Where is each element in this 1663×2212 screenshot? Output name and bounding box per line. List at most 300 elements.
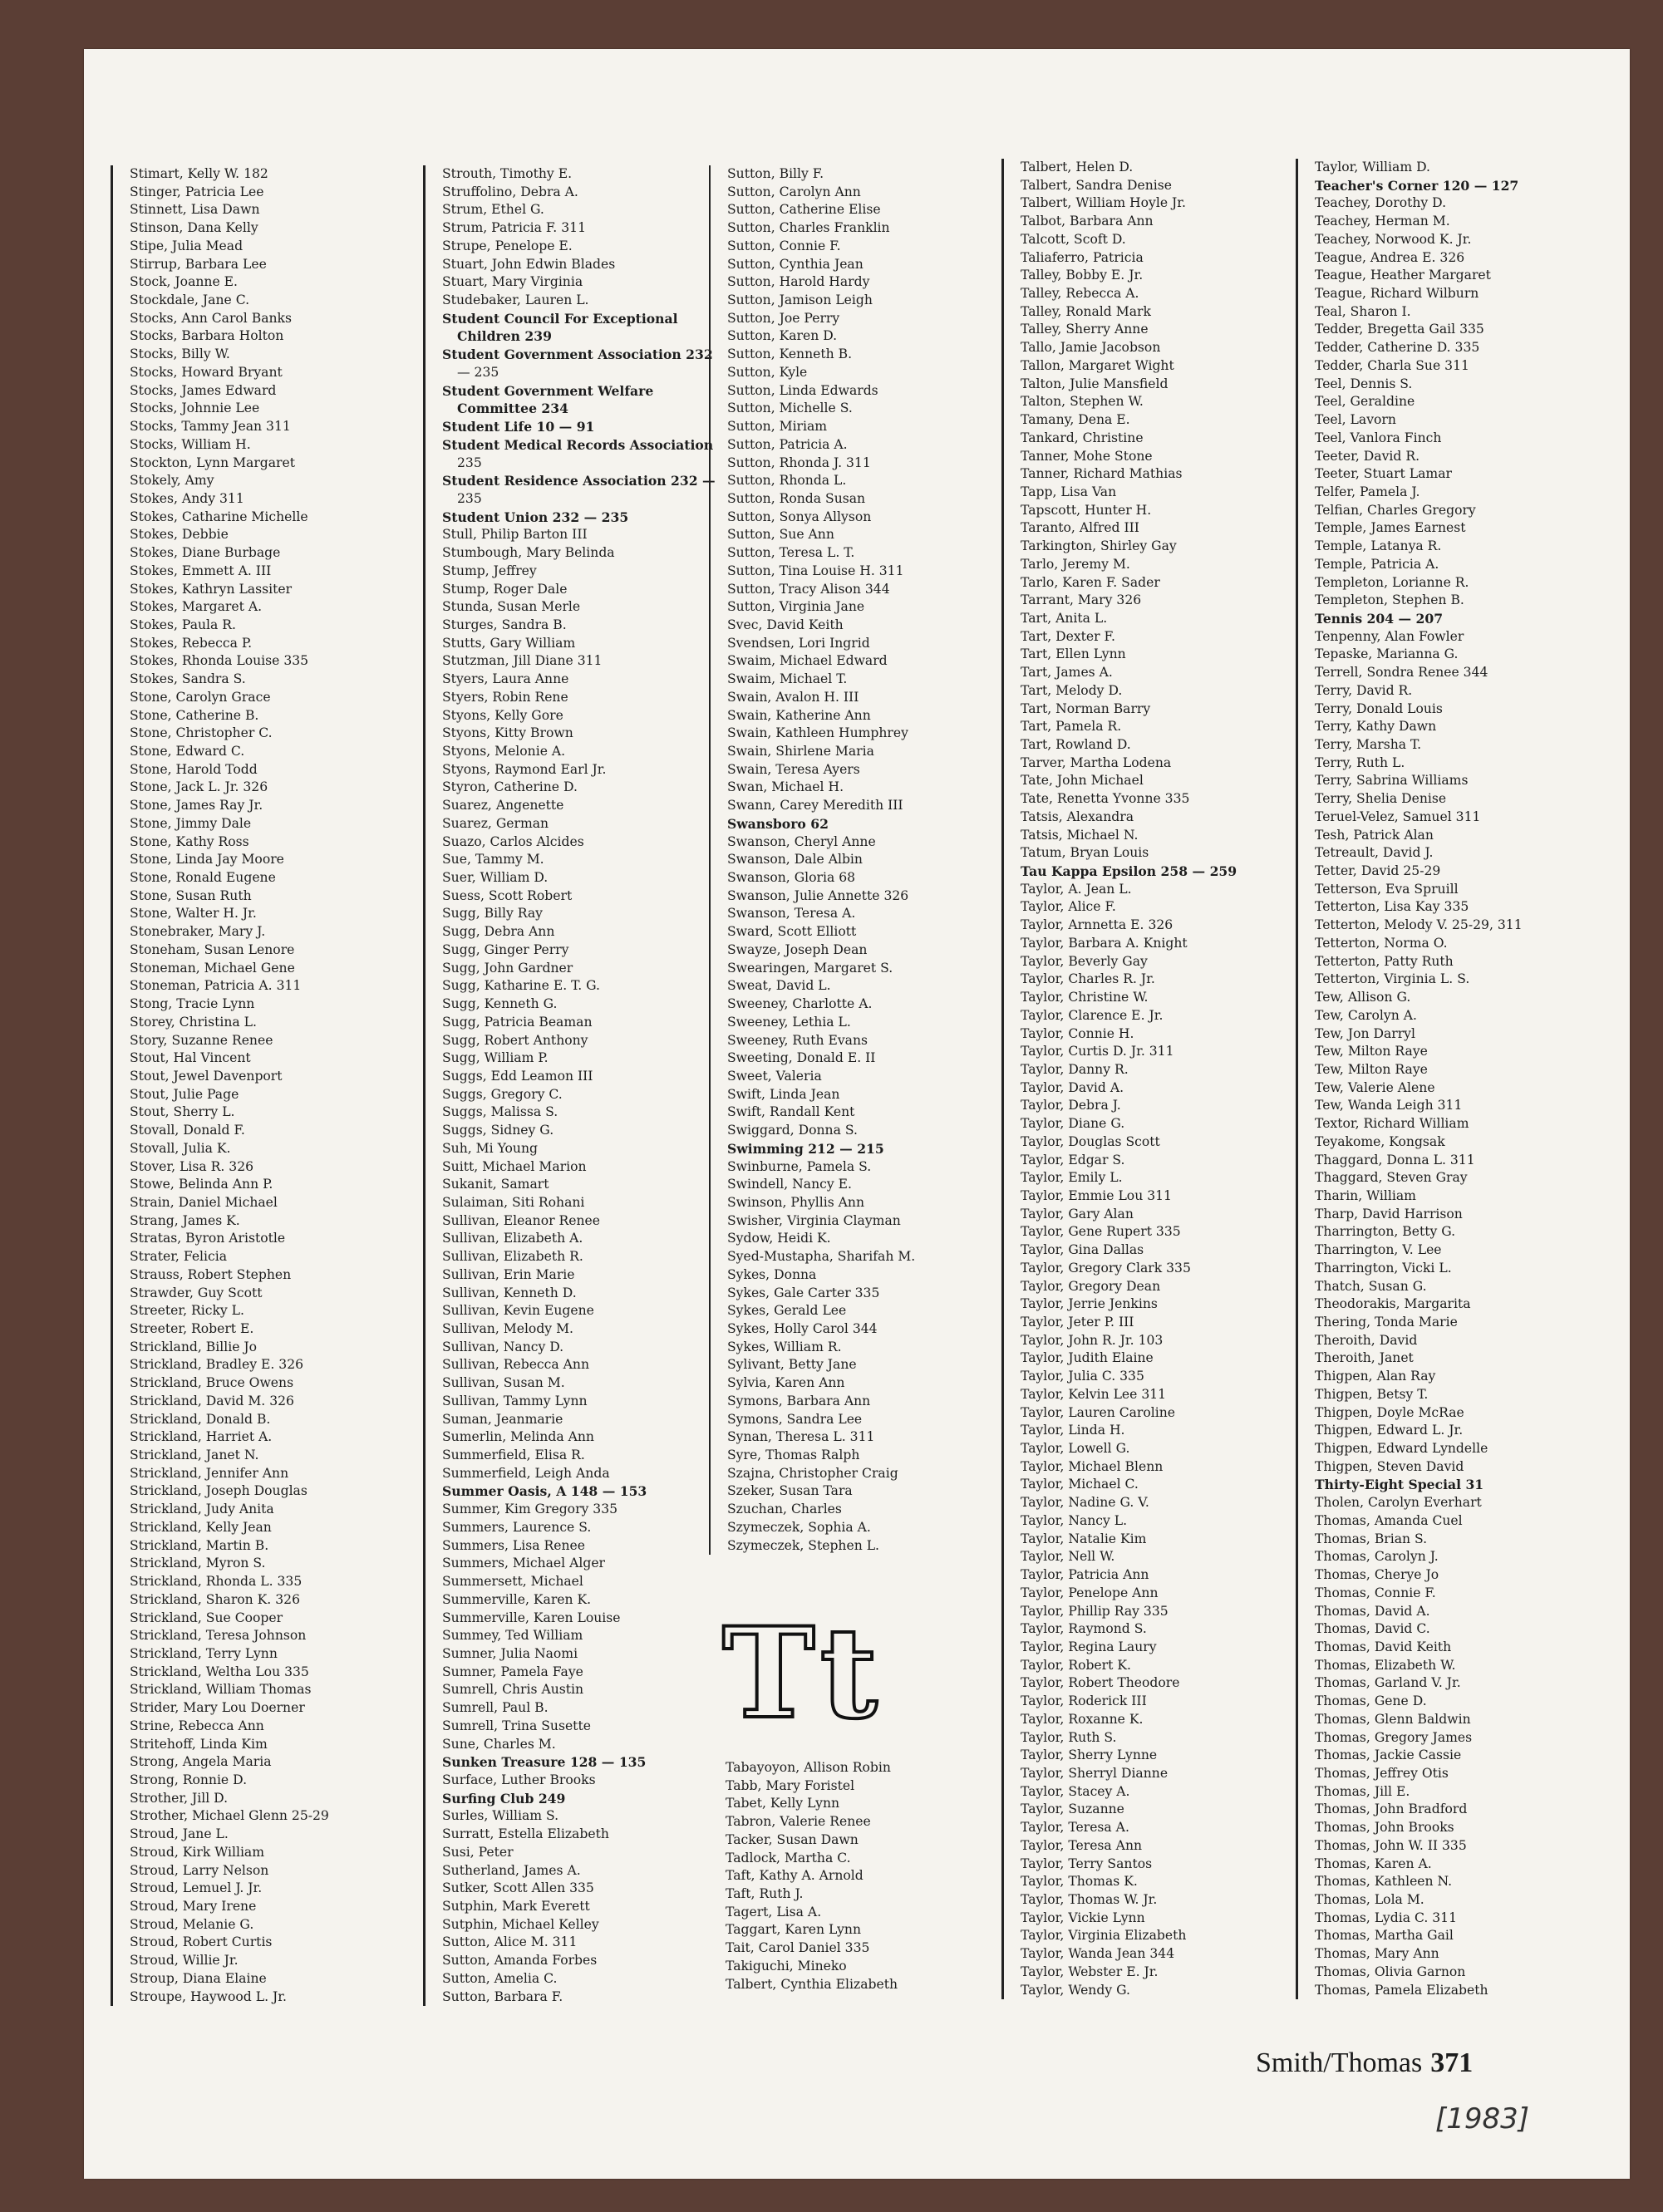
index-entry: Tamany, Dena E. bbox=[1021, 412, 1130, 428]
index-entry: Thomas, Brian S. bbox=[1315, 1531, 1428, 1546]
index-entry: Strother, Jill D. bbox=[130, 1790, 229, 1806]
index-entry: Swanson, Julie Annette 326 bbox=[727, 887, 909, 903]
index-entry: Student Residence Association 232 — bbox=[442, 473, 716, 489]
index-entry: Taylor, Jeter P. III bbox=[1021, 1315, 1134, 1330]
index-entry: Taylor, Teresa Ann bbox=[1021, 1837, 1143, 1853]
index-entry: Student Life 10 — 91 bbox=[442, 419, 595, 435]
index-entry: Strider, Mary Lou Doerner bbox=[130, 1700, 305, 1716]
index-entry: Talbert, Sandra Denise bbox=[1021, 177, 1173, 193]
index-entry: Stump, Jeffrey bbox=[442, 563, 537, 578]
index-entry: Thigpen, Edward Lyndelle bbox=[1315, 1441, 1488, 1457]
index-entry: Stokely, Amy bbox=[130, 473, 214, 489]
index-entry: Taylor, Wanda Jean 344 bbox=[1021, 1946, 1175, 1962]
footer-range: Smith/Thomas bbox=[1256, 2047, 1423, 2078]
index-entry: Strickland, Martin B. bbox=[130, 1537, 269, 1553]
index-entry: Sugg, Robert Anthony bbox=[442, 1032, 588, 1048]
page-number: 371 bbox=[1430, 2047, 1474, 2078]
index-entry: Thomas, Kathleen N. bbox=[1315, 1874, 1453, 1890]
index-entry: Taylor, Penelope Ann bbox=[1021, 1585, 1159, 1600]
index-entry: Tapscott, Hunter H. bbox=[1021, 502, 1152, 518]
index-column-3-t-section bbox=[709, 1759, 1008, 1993]
index-entry: Stokes, Kathryn Lassiter bbox=[130, 581, 293, 597]
index-entry: Sugg, William P. bbox=[442, 1050, 549, 1066]
index-entry: Sutker, Scott Allen 335 bbox=[442, 1880, 594, 1896]
index-entry: Summers, Lisa Renee bbox=[442, 1537, 585, 1553]
index-entry: Tatsis, Michael N. bbox=[1021, 827, 1139, 843]
index-entry: Talbot, Barbara Ann bbox=[1021, 214, 1154, 229]
index-entry: Stone, Jimmy Dale bbox=[130, 815, 252, 831]
index-entry: Thigpen, Edward L. Jr. bbox=[1315, 1423, 1464, 1438]
index-entry: Strickland, Terry Lynn bbox=[130, 1645, 278, 1661]
index-entry: Sutton, Miriam bbox=[727, 419, 828, 435]
index-entry: Swaim, Michael T. bbox=[727, 671, 848, 687]
index-entry: Szuchan, Charles bbox=[727, 1502, 842, 1517]
index-entry: Stout, Sherry L. bbox=[130, 1104, 235, 1120]
index-entry: Sutton, Alice M. 311 bbox=[442, 1934, 578, 1950]
index-entry: Teeter, David R. bbox=[1315, 448, 1420, 464]
index-entry: Strouth, Timothy E. bbox=[442, 166, 573, 181]
index-entry: Tart, Anita L. bbox=[1021, 610, 1108, 626]
index-entry: Thomas, Lydia C. 311 bbox=[1315, 1910, 1457, 1925]
index-entry: Stock, Joanne E. bbox=[130, 274, 238, 290]
index-entry: Sugg, Ginger Perry bbox=[442, 941, 569, 957]
index-entry: Tetterson, Eva Spruill bbox=[1315, 881, 1459, 897]
index-entry: Stinger, Patricia Lee bbox=[130, 184, 264, 199]
index-entry: Stonebraker, Mary J. bbox=[130, 924, 266, 940]
index-entry: Strickland, Billie Jo bbox=[130, 1339, 258, 1354]
index-entry: Stocks, William H. bbox=[130, 436, 251, 452]
index-entry: Swanson, Cheryl Anne bbox=[727, 833, 876, 849]
index-entry: Stroud, Melanie G. bbox=[130, 1916, 254, 1932]
index-entry: Talley, Sherry Anne bbox=[1021, 322, 1149, 337]
index-entry: Thomas, Jackie Cassie bbox=[1315, 1747, 1462, 1763]
index-entry: Sutton, Connie F. bbox=[727, 238, 841, 253]
index-entry: Strauss, Robert Stephen bbox=[130, 1266, 292, 1282]
index-entry: Sukanit, Samart bbox=[442, 1177, 549, 1192]
index-entry: Stocks, Johnnie Lee bbox=[130, 401, 260, 416]
index-entry: Sutton, Amelia C. bbox=[442, 1970, 558, 1986]
index-entry: Tharrington, V. Lee bbox=[1315, 1242, 1442, 1258]
index-entry: Stokes, Diane Burbage bbox=[130, 545, 281, 561]
index-entry: 235 bbox=[457, 455, 482, 470]
index-entry: Student Union 232 — 235 bbox=[442, 509, 629, 525]
index-entry: Strickland, Teresa Johnson bbox=[130, 1628, 307, 1644]
index-entry: Taft, Kathy A. Arnold bbox=[726, 1868, 863, 1884]
index-entry: Teel, Lavorn bbox=[1315, 412, 1396, 428]
index-entry: Summerfield, Elisa R. bbox=[442, 1448, 585, 1463]
index-entry: Sullivan, Elizabeth A. bbox=[442, 1231, 583, 1246]
index-entry: Talbert, Helen D. bbox=[1021, 160, 1134, 175]
index-entry: Stone, James Ray Jr. bbox=[130, 798, 263, 814]
index-entry: Sumner, Pamela Faye bbox=[442, 1664, 583, 1679]
index-entry: Talton, Julie Mansfield bbox=[1021, 376, 1169, 391]
index-entry: Taylor, Barbara A. Knight bbox=[1021, 935, 1188, 951]
index-entry: Stong, Tracie Lynn bbox=[130, 996, 255, 1012]
index-entry: Storey, Christina L. bbox=[130, 1014, 257, 1030]
index-entry: Sutphin, Mark Everett bbox=[442, 1899, 590, 1914]
index-entry: Taylor, Gregory Clark 335 bbox=[1021, 1260, 1191, 1276]
index-entry: Textor, Richard William bbox=[1315, 1116, 1469, 1132]
index-entry: Stroud, Larry Nelson bbox=[130, 1862, 269, 1878]
index-entry: Taylor, Emmie Lou 311 bbox=[1021, 1187, 1172, 1203]
index-entry: Stokes, Debbie bbox=[130, 527, 229, 543]
index-entry: Sutton, Jamison Leigh bbox=[727, 292, 873, 308]
index-entry: Thaggard, Donna L. 311 bbox=[1315, 1152, 1475, 1167]
index-entry: Taylor, Nell W. bbox=[1021, 1549, 1115, 1565]
index-entry: Styers, Robin Rene bbox=[442, 689, 568, 705]
index-entry: Teel, Dennis S. bbox=[1315, 376, 1413, 391]
index-entry: Struffolino, Debra A. bbox=[442, 184, 578, 199]
index-entry: Sutton, Ronda Susan bbox=[727, 490, 866, 506]
index-entry: Taylor, Kelvin Lee 311 bbox=[1021, 1386, 1167, 1402]
index-entry: Taylor, Regina Laury bbox=[1021, 1639, 1157, 1654]
index-entry: Stoneman, Michael Gene bbox=[130, 960, 295, 976]
index-entry: Terry, David R. bbox=[1315, 682, 1413, 698]
index-entry: Sutphin, Michael Kelley bbox=[442, 1916, 599, 1932]
index-entry: Sutton, Kenneth B. bbox=[727, 347, 853, 362]
index-entry: Stumbough, Mary Belinda bbox=[442, 545, 615, 561]
index-entry: Stone, Harold Todd bbox=[130, 761, 258, 777]
index-entry: Sykes, William R. bbox=[727, 1339, 842, 1354]
index-entry: Stout, Julie Page bbox=[130, 1086, 239, 1102]
index-entry: Surfing Club 249 bbox=[442, 1790, 566, 1806]
index-entry: Sutton, Virginia Jane bbox=[727, 599, 865, 615]
index-entry: Tenpenny, Alan Fowler bbox=[1315, 628, 1464, 644]
index-entry: Talley, Ronald Mark bbox=[1021, 303, 1151, 319]
index-entry: Szeker, Susan Tara bbox=[727, 1483, 853, 1499]
index-entry: Taylor, Curtis D. Jr. 311 bbox=[1021, 1044, 1174, 1059]
index-entry: Taylor, Gregory Dean bbox=[1021, 1278, 1161, 1294]
index-entry: Student Medical Records Association bbox=[442, 436, 714, 453]
index-entry: Sutton, Karen D. bbox=[727, 328, 838, 344]
index-entry: Sutton, Catherine Elise bbox=[727, 202, 881, 218]
index-entry: Sutton, Michelle S. bbox=[727, 401, 853, 416]
index-page bbox=[84, 49, 1630, 2179]
index-entry: Tennis 204 — 207 bbox=[1315, 610, 1444, 627]
index-entry: Suarez, Angenette bbox=[442, 798, 564, 814]
index-entry: Talcott, Scoft D. bbox=[1021, 231, 1126, 247]
index-entry: Telfian, Charles Gregory bbox=[1315, 502, 1476, 518]
index-entry: Stokes, Emmett A. III bbox=[130, 563, 272, 578]
index-entry: Temple, James Earnest bbox=[1315, 520, 1466, 536]
index-entry: Tetterton, Virginia L. S. bbox=[1315, 971, 1470, 987]
index-entry: Talley, Bobby E. Jr. bbox=[1021, 268, 1144, 283]
index-entry: Sylivant, Betty Jane bbox=[727, 1357, 857, 1373]
index-entry: Sweeney, Ruth Evans bbox=[727, 1032, 868, 1048]
index-entry: Stroud, Willie Jr. bbox=[130, 1953, 239, 1969]
index-entry: Taylor, Wendy G. bbox=[1021, 1982, 1130, 1998]
index-entry: Sune, Charles M. bbox=[442, 1736, 556, 1752]
index-entry: Stocks, Tammy Jean 311 bbox=[130, 419, 291, 435]
index-entry: Stipe, Julia Mead bbox=[130, 238, 244, 253]
index-entry: Tagert, Lisa A. bbox=[726, 1904, 822, 1920]
index-entry: Stocks, Billy W. bbox=[130, 347, 230, 362]
index-entry: Thigpen, Steven David bbox=[1315, 1458, 1464, 1474]
index-entry: Sutton, Patricia A. bbox=[727, 436, 848, 452]
index-entry: Thomas, Martha Gail bbox=[1315, 1928, 1454, 1944]
index-entry: Tankard, Christine bbox=[1021, 430, 1144, 445]
index-entry: Strickland, Donald B. bbox=[130, 1411, 271, 1427]
index-entry: Terry, Donald Louis bbox=[1315, 700, 1443, 716]
index-entry: Thirty-Eight Special 31 bbox=[1315, 1477, 1484, 1493]
index-entry: Sutton, Teresa L. T. bbox=[727, 545, 855, 561]
index-entry: Sweeney, Charlotte A. bbox=[727, 996, 873, 1012]
index-entry: Styons, Kelly Gore bbox=[442, 707, 563, 723]
index-entry: Student Council For Exceptional bbox=[442, 310, 678, 327]
index-entry: Tharrington, Betty G. bbox=[1315, 1224, 1456, 1240]
index-entry: Swaim, Michael Edward bbox=[727, 653, 888, 669]
index-entry: Strain, Daniel Michael bbox=[130, 1194, 278, 1210]
index-entry: Strang, James K. bbox=[130, 1212, 240, 1228]
index-entry: Tharrington, Vicki L. bbox=[1315, 1260, 1452, 1276]
index-entry: Sugg, Billy Ray bbox=[442, 906, 543, 922]
index-entry: Summerfield, Leigh Anda bbox=[442, 1465, 610, 1481]
index-entry: Student Government Association 232 bbox=[442, 347, 713, 363]
index-entry: Sutton, Rhonda L. bbox=[727, 473, 847, 489]
index-entry: Stuart, John Edwin Blades bbox=[442, 256, 616, 272]
index-entry: Terry, Shelia Denise bbox=[1315, 791, 1447, 807]
index-entry: Taylor, Virginia Elizabeth bbox=[1021, 1928, 1187, 1944]
index-entry: Thomas, Cherye Jo bbox=[1315, 1567, 1439, 1583]
index-entry: Taylor, Ruth S. bbox=[1021, 1729, 1117, 1745]
index-entry: Taylor, Sherryl Dianne bbox=[1021, 1765, 1169, 1781]
index-entry: Taliaferro, Patricia bbox=[1021, 249, 1144, 265]
index-entry: Taylor, Linda H. bbox=[1021, 1423, 1125, 1438]
index-entry: Tadlock, Martha C. bbox=[726, 1850, 851, 1865]
index-entry: Stimart, Kelly W. 182 bbox=[130, 166, 268, 181]
index-entry: Tesh, Patrick Alan bbox=[1315, 827, 1434, 843]
index-entry: Strickland, Weltha Lou 335 bbox=[130, 1664, 309, 1679]
index-entry: Strum, Ethel G. bbox=[442, 202, 544, 218]
index-entry: Swansboro 62 bbox=[727, 815, 829, 832]
index-entry: Taylor, Sherry Lynne bbox=[1021, 1747, 1158, 1763]
index-entry: Suazo, Carlos Alcides bbox=[442, 833, 584, 849]
index-entry: Teague, Andrea E. 326 bbox=[1315, 249, 1465, 265]
index-entry: Swimming 212 — 215 bbox=[727, 1140, 884, 1157]
index-entry: Tholen, Carolyn Everhart bbox=[1315, 1495, 1482, 1511]
index-entry: Thomas, Garland V. Jr. bbox=[1315, 1675, 1461, 1691]
index-entry: Thomas, John Brooks bbox=[1315, 1820, 1454, 1836]
index-entry: Sullivan, Susan M. bbox=[442, 1375, 565, 1391]
index-entry: Taylor, A. Jean L. bbox=[1021, 881, 1132, 897]
index-entry: Taylor, David A. bbox=[1021, 1079, 1124, 1095]
index-entry: Stump, Roger Dale bbox=[442, 581, 568, 597]
index-entry: Stirrup, Barbara Lee bbox=[130, 256, 267, 272]
index-entry: Tate, Renetta Yvonne 335 bbox=[1021, 791, 1190, 807]
index-entry: Swan, Michael H. bbox=[727, 779, 844, 795]
index-entry: Sweeting, Donald E. II bbox=[727, 1050, 876, 1066]
index-entry: Stutzman, Jill Diane 311 bbox=[442, 653, 603, 669]
index-entry: Taylor, Thomas W. Jr. bbox=[1021, 1892, 1158, 1907]
index-entry: Stunda, Susan Merle bbox=[442, 599, 581, 615]
index-entry: Templeton, Lorianne R. bbox=[1315, 574, 1469, 590]
index-entry: Swindell, Nancy E. bbox=[727, 1177, 852, 1192]
index-entry: Tart, Rowland D. bbox=[1021, 737, 1131, 752]
index-entry: Thomas, Lola M. bbox=[1315, 1892, 1424, 1907]
index-entry: Strickland, Kelly Jean bbox=[130, 1519, 272, 1535]
index-entry: Stokes, Rebecca P. bbox=[130, 635, 253, 651]
index-entry: Surles, William S. bbox=[442, 1808, 559, 1824]
index-entry: Taylor, William D. bbox=[1315, 160, 1430, 175]
index-entry: Thomas, Connie F. bbox=[1315, 1585, 1436, 1600]
index-entry: Swanson, Dale Albin bbox=[727, 852, 863, 868]
index-entry: Sykes, Holly Carol 344 bbox=[727, 1321, 878, 1336]
index-entry: Sullivan, Nancy D. bbox=[442, 1339, 564, 1354]
index-entry: Teruel-Velez, Samuel 311 bbox=[1315, 809, 1481, 824]
index-entry: Stokes, Andy 311 bbox=[130, 490, 244, 506]
index-entry: Terrell, Sondra Renee 344 bbox=[1315, 665, 1488, 681]
index-entry: Terry, Sabrina Williams bbox=[1315, 773, 1469, 789]
index-entry: Thomas, Pamela Elizabeth bbox=[1315, 1982, 1488, 1998]
index-entry: Thomas, Amanda Cuel bbox=[1315, 1512, 1463, 1528]
index-entry: Taylor, Nancy L. bbox=[1021, 1512, 1128, 1528]
index-entry: Taylor, Gary Alan bbox=[1021, 1206, 1134, 1222]
index-entry: Temple, Patricia A. bbox=[1315, 556, 1439, 572]
handwritten-year-stamp bbox=[1430, 2093, 1547, 2140]
index-entry: Sumerlin, Melinda Ann bbox=[442, 1429, 594, 1445]
index-entry: Committee 234 bbox=[457, 401, 568, 417]
index-entry: Sutton, Harold Hardy bbox=[727, 274, 870, 290]
index-entry: Swearingen, Margaret S. bbox=[727, 960, 893, 976]
index-entry: Stroud, Robert Curtis bbox=[130, 1934, 273, 1950]
index-entry: Stokes, Sandra S. bbox=[130, 671, 246, 687]
index-entry: Tarver, Martha Lodena bbox=[1021, 755, 1172, 770]
index-entry: Sutton, Rhonda J. 311 bbox=[727, 455, 871, 470]
index-entry: Sullivan, Kenneth D. bbox=[442, 1285, 577, 1300]
index-entry: Taylor, Gina Dallas bbox=[1021, 1242, 1144, 1258]
index-entry: Taylor, Clarence E. Jr. bbox=[1021, 1007, 1164, 1023]
index-entry: Telfer, Pamela J. bbox=[1315, 484, 1420, 499]
stamp-text: [1983] bbox=[1435, 2102, 1530, 2136]
index-entry: Taylor, Nadine G. V. bbox=[1021, 1495, 1149, 1511]
index-entry: Temple, Latanya R. bbox=[1315, 538, 1442, 554]
index-column-5 bbox=[1296, 159, 1597, 1999]
index-entry: Strickland, William Thomas bbox=[130, 1682, 312, 1698]
index-entry: Takiguchi, Mineko bbox=[726, 1958, 847, 1974]
index-entry: Sutton, Joe Perry bbox=[727, 310, 840, 326]
index-column-1 bbox=[111, 165, 412, 2006]
index-entry: Talbert, Cynthia Elizabeth bbox=[726, 1976, 898, 1992]
index-entry: Szymeczek, Sophia A. bbox=[727, 1519, 871, 1535]
index-entry: Tallon, Margaret Wight bbox=[1021, 357, 1174, 373]
index-entry: Tetterton, Patty Ruth bbox=[1315, 953, 1454, 969]
index-entry: Sutton, Tina Louise H. 311 bbox=[727, 563, 904, 578]
index-entry: Sutton, Amanda Forbes bbox=[442, 1953, 598, 1969]
index-entry: Strickland, Bradley E. 326 bbox=[130, 1357, 304, 1373]
index-entry: Sutton, Barbara F. bbox=[442, 1988, 563, 2004]
index-entry: Sugg, Patricia Beaman bbox=[442, 1014, 593, 1030]
index-entry: Thomas, David C. bbox=[1315, 1621, 1430, 1637]
index-entry: Tatum, Bryan Louis bbox=[1021, 845, 1149, 861]
index-entry: Terry, Ruth L. bbox=[1315, 755, 1405, 770]
index-column-2 bbox=[423, 165, 725, 2006]
index-entry: Strickland, Janet N. bbox=[130, 1448, 259, 1463]
index-entry: Streeter, Robert E. bbox=[130, 1321, 254, 1336]
index-entry: Sutton, Kyle bbox=[727, 364, 808, 380]
index-entry: Teyakome, Kongsak bbox=[1315, 1133, 1445, 1149]
index-entry: Sugg, John Gardner bbox=[442, 960, 573, 976]
index-entry: Summerville, Karen Louise bbox=[442, 1610, 621, 1625]
index-entry: Sutherland, James A. bbox=[442, 1862, 581, 1878]
index-entry: Swain, Teresa Ayers bbox=[727, 761, 860, 777]
index-entry: Sutton, Carolyn Ann bbox=[727, 184, 861, 199]
index-entry: Stroupe, Haywood L. Jr. bbox=[130, 1988, 287, 2004]
index-entry: Suess, Scott Robert bbox=[442, 887, 573, 903]
index-entry: Thomas, Mary Ann bbox=[1315, 1946, 1439, 1962]
index-entry: Swift, Linda Jean bbox=[727, 1086, 840, 1102]
index-entry: Tart, Melody D. bbox=[1021, 682, 1123, 698]
index-entry: Surratt, Estella Elizabeth bbox=[442, 1826, 609, 1842]
index-entry: Sward, Scott Elliott bbox=[727, 924, 857, 940]
index-entry: Teal, Sharon I. bbox=[1315, 303, 1411, 319]
index-entry: Taylor, Lowell G. bbox=[1021, 1441, 1130, 1457]
index-entry: Thomas, Jeffrey Otis bbox=[1315, 1765, 1449, 1781]
index-entry: Syed-Mustapha, Sharifah M. bbox=[727, 1249, 916, 1265]
index-entry: Swain, Avalon H. III bbox=[727, 689, 859, 705]
index-entry: Stone, Walter H. Jr. bbox=[130, 906, 257, 922]
index-entry: Taylor, Robert Theodore bbox=[1021, 1675, 1180, 1691]
index-entry: Stratas, Byron Aristotle bbox=[130, 1231, 286, 1246]
index-entry: Tetterton, Melody V. 25-29, 311 bbox=[1315, 917, 1523, 933]
index-entry: Thering, Tonda Marie bbox=[1315, 1315, 1458, 1330]
index-entry: Sullivan, Eleanor Renee bbox=[442, 1212, 600, 1228]
index-entry: Taylor, John R. Jr. 103 bbox=[1021, 1332, 1164, 1348]
index-entry: Thomas, John Bradford bbox=[1315, 1802, 1468, 1817]
index-entry: Sweeney, Lethia L. bbox=[727, 1014, 851, 1030]
index-entry: Symons, Barbara Ann bbox=[727, 1393, 871, 1408]
index-entry: Sykes, Gerald Lee bbox=[727, 1303, 847, 1319]
index-entry: Stocks, Ann Carol Banks bbox=[130, 310, 293, 326]
index-entry: Stone, Linda Jay Moore bbox=[130, 852, 284, 868]
index-entry: Terry, Marsha T. bbox=[1315, 737, 1422, 752]
index-entry: Strater, Felicia bbox=[130, 1249, 228, 1265]
index-entry: Tabb, Mary Foristel bbox=[726, 1777, 855, 1793]
index-entry: Thomas, Elizabeth W. bbox=[1315, 1657, 1456, 1673]
index-entry: Svec, David Keith bbox=[727, 617, 844, 632]
index-entry: Streeter, Ricky L. bbox=[130, 1303, 244, 1319]
index-entry: Teel, Geraldine bbox=[1315, 394, 1415, 410]
index-entry: Tharp, David Harrison bbox=[1315, 1206, 1463, 1222]
index-entry: Sutton, Sonya Allyson bbox=[727, 509, 872, 524]
index-entry: Swift, Randall Kent bbox=[727, 1104, 855, 1120]
index-entry: Swain, Shirlene Maria bbox=[727, 744, 874, 759]
index-entry: Sugg, Katharine E. T. G. bbox=[442, 978, 601, 994]
index-entry: Tart, James A. bbox=[1021, 665, 1113, 681]
index-entry: Thigpen, Doyle McRae bbox=[1315, 1404, 1464, 1420]
index-entry: Stroup, Diana Elaine bbox=[130, 1970, 267, 1986]
index-entry: Suh, Mi Young bbox=[442, 1140, 538, 1156]
index-entry: Strum, Patricia F. 311 bbox=[442, 220, 586, 236]
index-entry: Taylor, Stacey A. bbox=[1021, 1783, 1130, 1799]
index-entry: Tait, Carol Daniel 335 bbox=[726, 1940, 870, 1956]
index-entry: Tew, Carolyn A. bbox=[1315, 1007, 1417, 1023]
index-entry: Taylor, Jerrie Jenkins bbox=[1021, 1296, 1158, 1312]
index-entry: Summer, Kim Gregory 335 bbox=[442, 1502, 618, 1517]
index-entry: Templeton, Stephen B. bbox=[1315, 592, 1464, 608]
index-entry: Sugg, Kenneth G. bbox=[442, 996, 558, 1012]
index-entry: Sutton, Tracy Alison 344 bbox=[727, 581, 890, 597]
index-entry: Sturges, Sandra B. bbox=[442, 617, 567, 632]
index-entry: Taylor, Christine W. bbox=[1021, 990, 1149, 1005]
index-entry: Suggs, Edd Leamon III bbox=[442, 1068, 593, 1084]
index-entry: Taylor, Julia C. 335 bbox=[1021, 1369, 1144, 1384]
index-entry: Thomas, Carolyn J. bbox=[1315, 1549, 1439, 1565]
index-entry: Swanson, Teresa A. bbox=[727, 906, 856, 922]
index-entry: Thigpen, Alan Ray bbox=[1315, 1369, 1436, 1384]
index-entry: Tetter, David 25-29 bbox=[1315, 863, 1441, 879]
index-entry: Svendsen, Lori Ingrid bbox=[727, 635, 870, 651]
index-entry: Sumner, Julia Naomi bbox=[442, 1645, 578, 1661]
